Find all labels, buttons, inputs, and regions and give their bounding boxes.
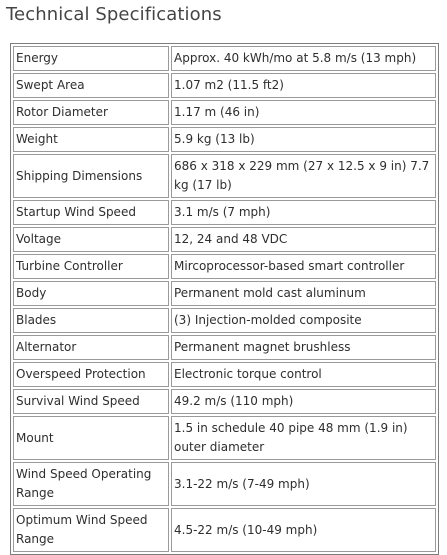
table-row	[13, 227, 436, 252]
spec-value: 4.5-22 m/s (10-49 mph)	[171, 508, 436, 552]
spec-label: Body	[13, 281, 169, 306]
table-row	[13, 308, 436, 333]
spec-label: Swept Area	[13, 73, 169, 98]
spec-value: Permanent mold cast aluminum	[171, 281, 436, 306]
table-row	[13, 200, 436, 225]
table-row	[13, 154, 436, 198]
table-row	[13, 73, 436, 98]
specifications-table	[10, 43, 439, 555]
table-row	[13, 127, 436, 152]
spec-value: 49.2 m/s (110 mph)	[171, 389, 436, 414]
spec-value: 3.1-22 m/s (7-49 mph)	[171, 462, 436, 506]
page-title: Technical Specifications	[6, 4, 222, 25]
spec-value: 686 x 318 x 229 mm (27 x 12.5 x 9 in) 7.7 kg (17 lb)	[171, 154, 436, 198]
spec-value: 12, 24 and 48 VDC	[171, 227, 436, 252]
table-row	[13, 335, 436, 360]
spec-label: Overspeed Protection	[13, 362, 169, 387]
spec-value: (3) Injection-molded composite	[171, 308, 436, 333]
spec-label: Rotor Diameter	[13, 100, 169, 125]
spec-label: Blades	[13, 308, 169, 333]
spec-label: Optimum Wind Speed Range	[13, 508, 169, 552]
spec-label: Voltage	[13, 227, 169, 252]
spec-label: Mount	[13, 416, 169, 460]
spec-label: Energy	[13, 46, 169, 71]
table-row	[13, 362, 436, 387]
spec-label: Shipping Dimensions	[13, 154, 169, 198]
table-row	[13, 508, 436, 552]
table-row	[13, 46, 436, 71]
spec-value: 5.9 kg (13 lb)	[171, 127, 436, 152]
spec-label: Weight	[13, 127, 169, 152]
table-row	[13, 100, 436, 125]
table-row	[13, 416, 436, 460]
spec-label: Turbine Controller	[13, 254, 169, 279]
table-row	[13, 389, 436, 414]
table-row	[13, 281, 436, 306]
spec-label: Startup Wind Speed	[13, 200, 169, 225]
spec-value: Electronic torque control	[171, 362, 436, 387]
table-row	[13, 462, 436, 506]
spec-value: 1.5 in schedule 40 pipe 48 mm (1.9 in) outer diameter	[171, 416, 436, 460]
spec-label: Alternator	[13, 335, 169, 360]
spec-value: 3.1 m/s (7 mph)	[171, 200, 436, 225]
spec-label: Survival Wind Speed	[13, 389, 169, 414]
spec-value: 1.17 m (46 in)	[171, 100, 436, 125]
spec-value: Approx. 40 kWh/mo at 5.8 m/s (13 mph)	[171, 46, 436, 71]
spec-value: Mircoprocessor-based smart controller	[171, 254, 436, 279]
spec-value: 1.07 m2 (11.5 ft2)	[171, 73, 436, 98]
table-row	[13, 254, 436, 279]
spec-value: Permanent magnet brushless	[171, 335, 436, 360]
spec-label: Wind Speed Operating Range	[13, 462, 169, 506]
